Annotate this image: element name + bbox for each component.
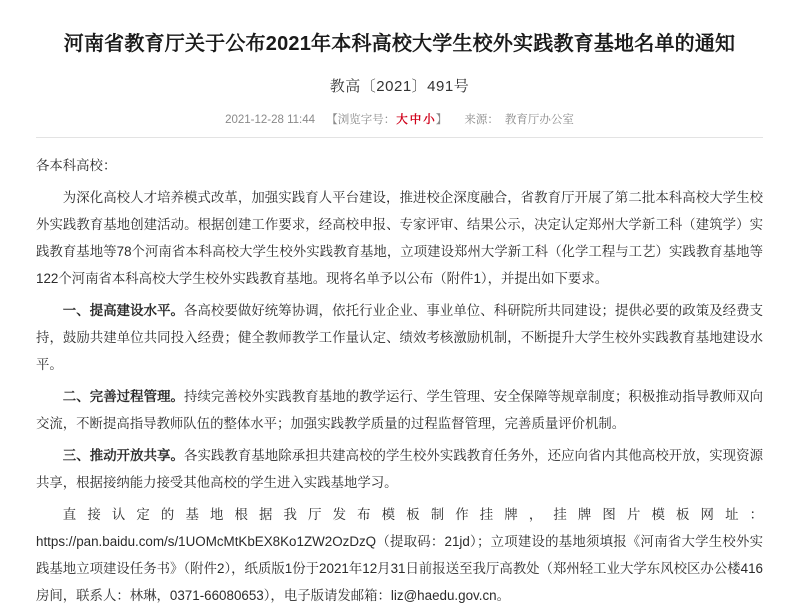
font-size-large[interactable]: 大 [396,114,408,127]
item-1-body: 各高校要做好统筹协调，依托行业企业、事业单位、科研院所共同建设；提供必要的政策及经费支持，鼓励共建单位共同投入经费；健全教师教学工作量认定、绩效考核激励机制，不断提升大学生校外实践教育基地建设水平。 [36,303,763,373]
item-1-lead: 一、提高建设水平。 [62,303,184,319]
paragraph-item-2 [36,383,763,437]
document-number: 教高〔2021〕491号 [329,78,470,96]
paragraph-item-1 [36,297,763,378]
paragraph-item-3 [36,442,763,496]
item-3-body: 各实践教育基地除承担共建高校的学生校外实践教育任务外，还应向省内其他高校开放，实现资源共享，根据接纳能力接受其他高校的学生进入实践基地学习。 [36,448,763,491]
document-body [36,152,763,609]
font-size-control[interactable] [326,111,447,127]
font-size-small[interactable]: 小 [423,114,435,127]
document-page [0,13,799,604]
source-value: 教育厅办公室 [504,114,574,127]
font-size-label: 【浏览字号： [326,114,396,127]
item-3-lead: 三、推动开放共享。 [62,448,184,464]
page-title: 河南省教育厅关于公布2021年本科高校大学生校外实践教育基地名单的通知 [63,33,736,56]
paragraph-closing: 直接认定的基地根据我厅发布模板制作挂牌，挂牌图片模板网址：https://pan.baidu.com/s/1UOMcMtKbEX8Ko1ZW2OzDzQ（提取码：21jd）；立项建设的基地须填报《河南省大学生校外实践基地立项建设任务书》（附件2），纸质版1份于2021年12月31日前报送至我厅高教处（郑州轻工业大学东风校区办公楼416房间，联系人：林琳，0371-66080653），电子版请发邮箱：liz@haedu.gov.cn。 [36,507,763,604]
font-size-medium[interactable]: 中 [409,114,422,127]
meta-bar [36,111,763,138]
item-2-lead: 二、完善过程管理。 [62,389,184,405]
paragraph-intro: 为深化高校人才培养模式改革，加强实践育人平台建设，推进校企深度融合，省教育厅开展了第二批本科高校大学生校外实践教育基地创建活动。根据创建工作要求，经高校申报、专家评审、结果公示，决定认定郑州大学新工科（建筑学）实践教育基地等78个河南省本科高校大学生校外实践教育基地，立项建设郑州大学新工科（化学工程与工艺）实践教育基地等122个河南省本科高校大学生校外实践教育基地。现将名单予以公布（附件1），并提出如下要求。 [36,190,763,287]
font-size-options[interactable] [395,114,436,126]
item-2-body: 持续完善校外实践教育基地的教学运行、学生管理、安全保障等规章制度；积极推动指导教师双向交流，不断提高指导教师队伍的整体水平；加强实践教学质量的过程监督管理，完善质量评价机制。 [36,389,763,432]
source-label: 来源： [464,114,499,127]
font-size-close-bracket: 】 [435,114,448,127]
paragraph-salutation: 各本科高校： [36,158,117,174]
publish-date: 2021-12-28 11:44 [225,114,316,127]
